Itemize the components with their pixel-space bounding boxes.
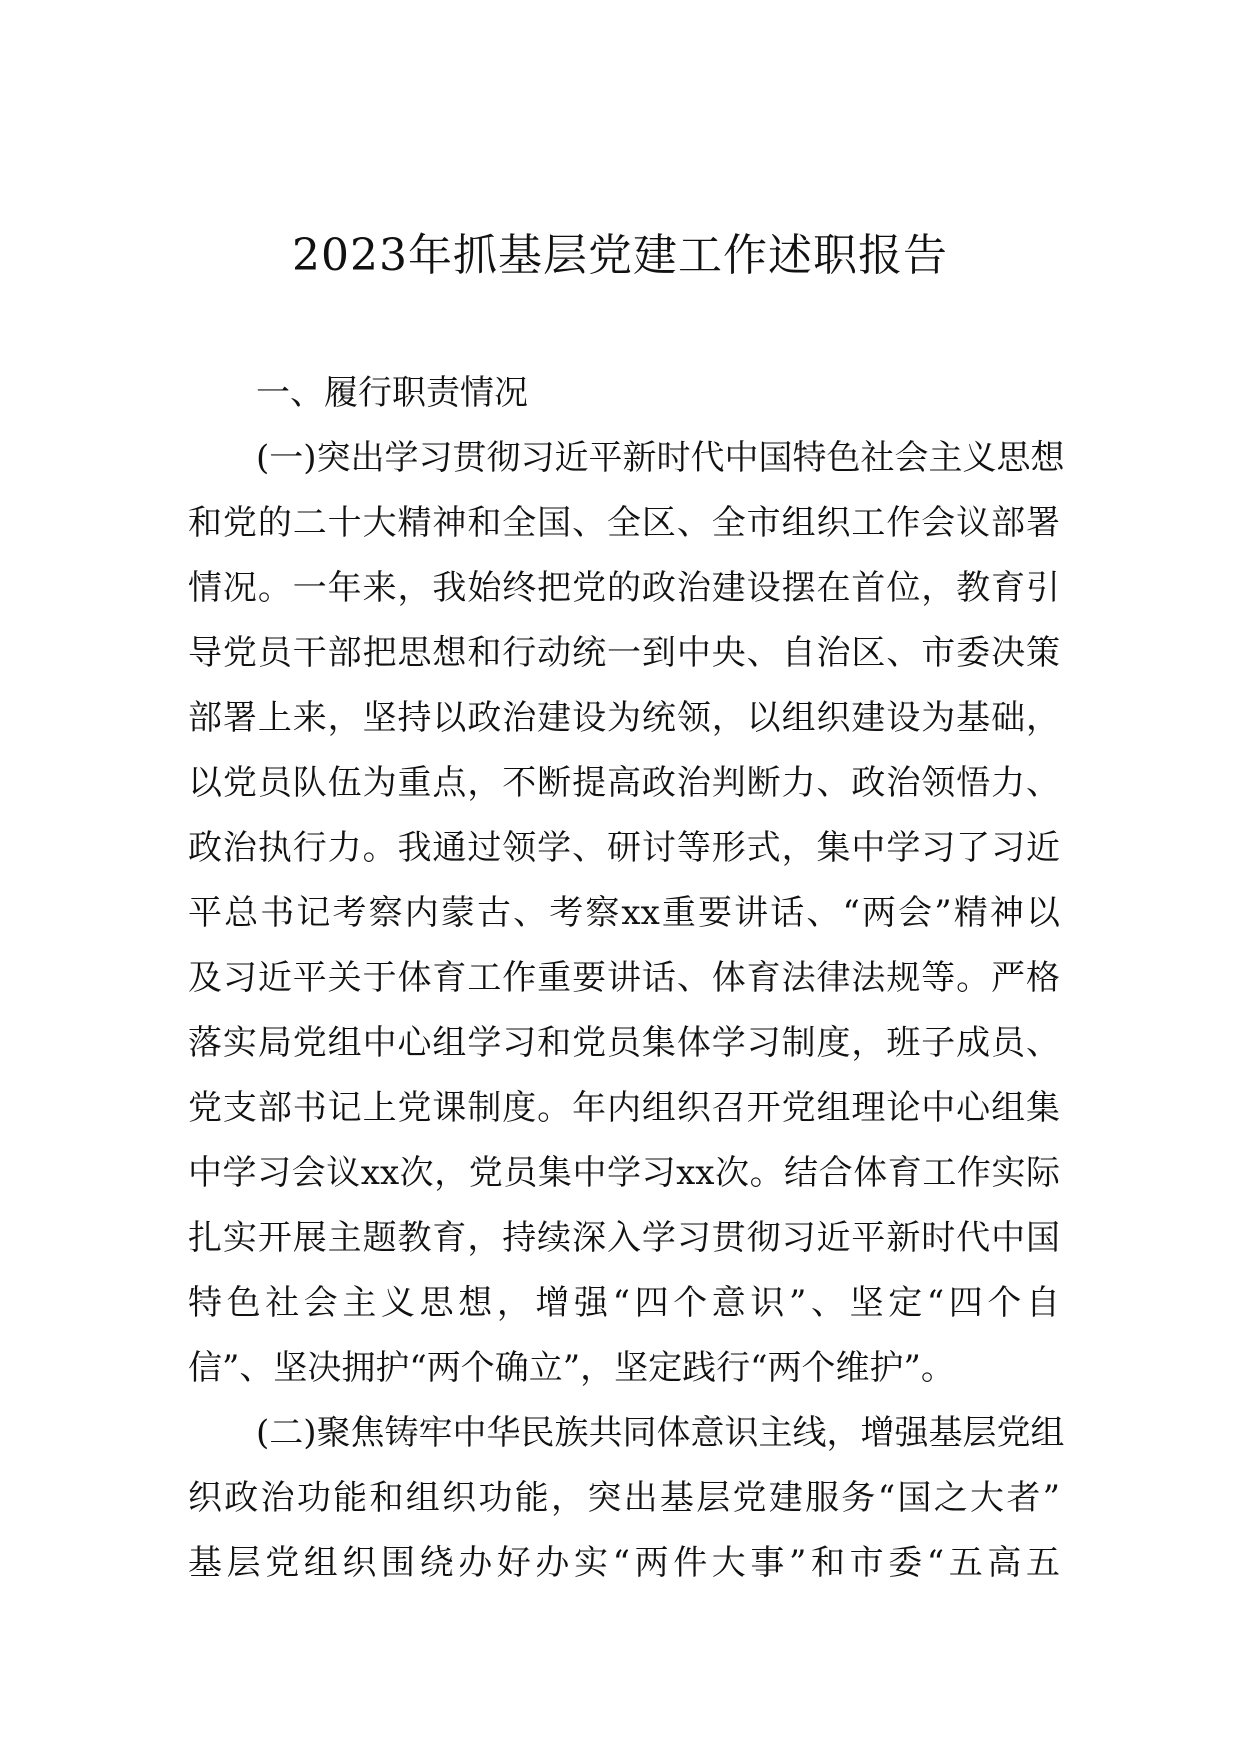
paragraph-line: 导党员干部把思想和行动统一到中央、自治区、市委决策 bbox=[188, 633, 1060, 673]
paragraph-line: 落实局党组中心组学习和党员集体学习制度，班子成员、 bbox=[188, 1023, 1060, 1063]
paragraph-line: 织政治功能和组织功能，突出基层党建服务“国之大者” bbox=[188, 1478, 1060, 1518]
paragraph-line: 政治执行力。我通过领学、研讨等形式，集中学习了习近 bbox=[188, 828, 1060, 868]
paragraph-1 bbox=[188, 426, 1065, 1401]
paragraph-line: 党支部书记上党课制度。年内组织召开党组理论中心组集 bbox=[188, 1088, 1060, 1128]
paragraph-line: 信”、坚决拥护“两个确立”，坚定践行“两个维护”。 bbox=[188, 1348, 955, 1388]
paragraph-line: 平总书记考察内蒙古、考察xx重要讲话、“两会”精神以 bbox=[188, 893, 1060, 933]
paragraph-line: 及习近平关于体育工作重要讲话、体育法律法规等。严格 bbox=[188, 958, 1060, 998]
paragraph-line: 扎实开展主题教育，持续深入学习贯彻习近平新时代中国 bbox=[188, 1218, 1060, 1258]
paragraph-line: 特色社会主义思想，增强“四个意识”、坚定“四个自 bbox=[188, 1283, 1060, 1323]
paragraph-line: 情况。一年来，我始终把党的政治建设摆在首位，教育引 bbox=[188, 568, 1060, 608]
paragraph-line: 部署上来，坚持以政治建设为统领，以组织建设为基础， bbox=[188, 698, 1060, 738]
paragraph-line: 以党员队伍为重点，不断提高政治判断力、政治领悟力、 bbox=[188, 763, 1060, 803]
paragraph-line: (二)聚焦铸牢中华民族共同体意识主线，增强基层党组 bbox=[256, 1413, 1065, 1453]
section-heading: 一、履行职责情况 bbox=[256, 373, 528, 413]
paragraph-line: (一)突出学习贯彻习近平新时代中国特色社会主义思想 bbox=[256, 438, 1065, 478]
paragraph-2 bbox=[188, 1401, 1065, 1596]
document-title: 2023年抓基层党建工作述职报告 bbox=[292, 230, 948, 281]
paragraph-line: 中学习会议xx次，党员集中学习xx次。结合体育工作实际 bbox=[188, 1153, 1060, 1193]
paragraph-line: 基层党组织围绕办好办实“两件大事”和市委“五高五 bbox=[188, 1543, 1060, 1583]
paragraph-line: 和党的二十大精神和全国、全区、全市组织工作会议部署 bbox=[188, 503, 1060, 543]
